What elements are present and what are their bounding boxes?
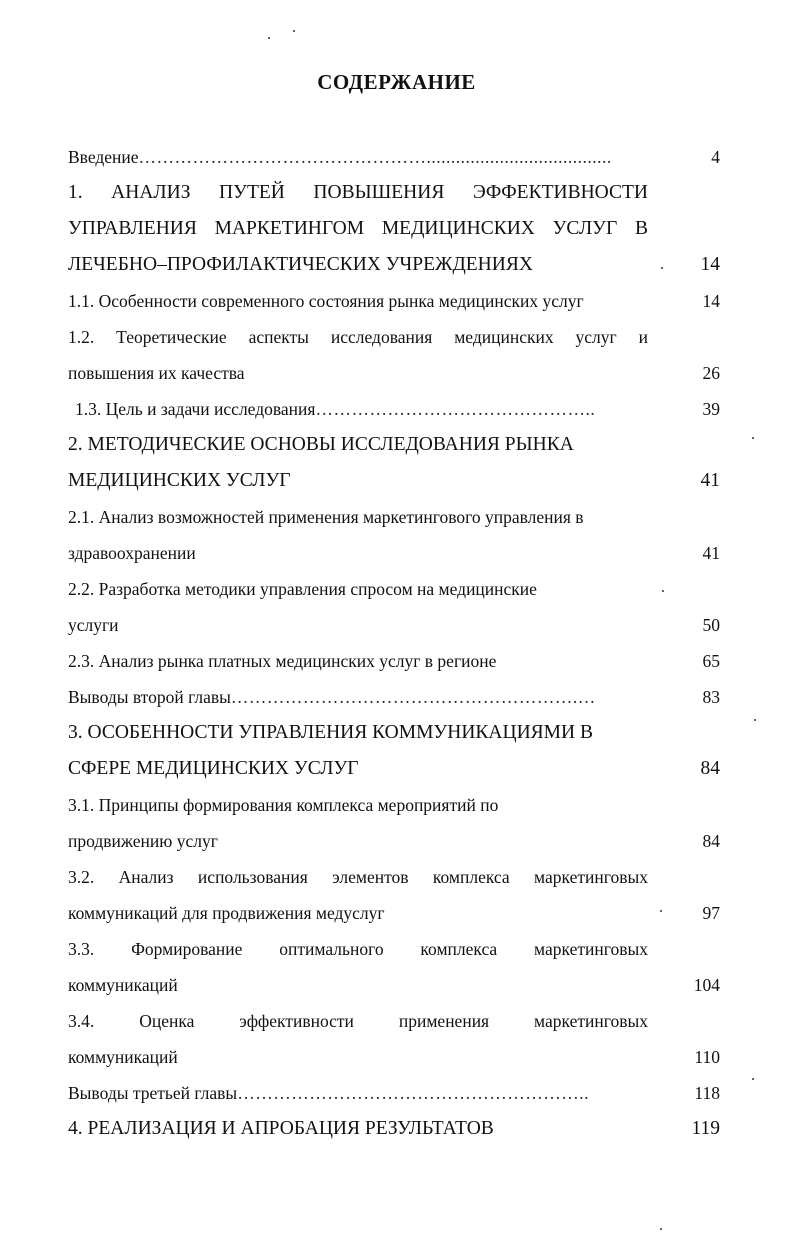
page-number: 84 <box>700 758 720 779</box>
toc-entry-2-3[interactable] <box>68 643 720 679</box>
page-number: 4 <box>711 147 720 167</box>
table-of-contents <box>68 139 720 1147</box>
page-number: 83 <box>702 687 720 707</box>
toc-entry-1-3[interactable] <box>68 391 720 427</box>
toc-entry-3-4[interactable] <box>68 1003 720 1075</box>
page-number: 26 <box>702 363 720 383</box>
page-number: 119 <box>691 1118 720 1139</box>
toc-entry-chapter-1[interactable] <box>68 175 720 283</box>
toc-entry-title: МЕДИЦИНСКИХ УСЛУГ <box>68 470 291 491</box>
page-number: 97 <box>702 903 720 923</box>
page-number: 41 <box>702 543 720 563</box>
toc-entry-3-3[interactable] <box>68 931 720 1003</box>
toc-entry-title: здравоохранении <box>68 543 196 563</box>
page-number: 50 <box>702 615 720 635</box>
toc-entry-title: 1.2. Теоретические аспекты исследования медицинских услуг и <box>68 327 648 347</box>
toc-entry-chapter-2[interactable] <box>68 427 720 499</box>
toc-entry-title: повышения их качества <box>68 363 245 383</box>
page-number: 39 <box>702 399 720 419</box>
scan-speck <box>293 30 295 32</box>
page-title: СОДЕРЖАНИЕ <box>317 70 476 94</box>
dot-leader: ………………………………………………….… <box>230 687 596 707</box>
toc-entry-chapter-4[interactable] <box>68 1111 720 1147</box>
toc-entry-title: СФЕРЕ МЕДИЦИНСКИХ УСЛУГ <box>68 758 359 779</box>
toc-entry-title: 3.3. Формирование оптимального комплекса маркетинговых <box>68 939 648 959</box>
toc-entry-title: 4. РЕАЛИЗАЦИЯ И АПРОБАЦИЯ РЕЗУЛЬТАТОВ <box>68 1118 494 1139</box>
page-number: 65 <box>702 651 720 671</box>
toc-entry-title: коммуникаций <box>68 1047 178 1067</box>
toc-entry-title: Введение <box>68 147 139 167</box>
page-number: 118 <box>694 1083 720 1103</box>
scan-speck <box>752 437 754 439</box>
toc-entry-1-1[interactable] <box>68 283 720 319</box>
page-number: 14 <box>702 291 720 311</box>
toc-entry-3-2[interactable] <box>68 859 720 931</box>
toc-entry-title: Выводы третьей главы <box>68 1083 238 1103</box>
toc-entry-title: 2.2. Разработка методики управления спросом на медицинские <box>68 579 537 599</box>
toc-entry-title: коммуникаций для продвижения медуслуг <box>68 903 385 923</box>
toc-entry-title: 1.1. Особенности современного состояния рынка медицинских услуг <box>68 291 584 311</box>
toc-entry-2-2[interactable] <box>68 571 720 643</box>
scan-speck <box>660 910 662 912</box>
page-number: 41 <box>700 470 720 491</box>
toc-entry-title: ЛЕЧЕБНО–ПРОФИЛАКТИЧЕСКИХ УЧРЕЖДЕНИЯХ <box>68 254 533 275</box>
toc-entry-title: Выводы второй главы <box>68 687 231 707</box>
toc-entry-title: 2. МЕТОДИЧЕСКИЕ ОСНОВЫ ИССЛЕДОВАНИЯ РЫНКА <box>68 434 574 455</box>
toc-entry-title: 3. ОСОБЕННОСТИ УПРАВЛЕНИЯ КОММУНИКАЦИЯМИ В <box>68 722 593 743</box>
toc-entry-title: 1. АНАЛИЗ ПУТЕЙ ПОВЫШЕНИЯ ЭФФЕКТИВНОСТИ <box>68 182 648 203</box>
toc-entry-title: коммуникаций <box>68 975 178 995</box>
scan-speck <box>754 719 756 721</box>
dot-leader: ……………………………………….. <box>315 399 596 419</box>
dot-leader: ………………………………………………….. <box>237 1083 589 1103</box>
scan-speck <box>268 37 270 39</box>
toc-entry-conclusions-3[interactable] <box>68 1075 720 1111</box>
toc-entry-title: 3.1. Принципы формирования комплекса мероприятий по <box>68 795 499 815</box>
toc-entry-title: услуги <box>68 615 119 635</box>
page-number: 14 <box>700 254 720 275</box>
toc-entry-title: продвижению услуг <box>68 831 218 851</box>
toc-entry-chapter-3[interactable] <box>68 715 720 787</box>
scan-speck <box>661 267 663 269</box>
scan-speck <box>752 1078 754 1080</box>
toc-entry-title: 1.3. Цель и задачи исследования <box>75 399 316 419</box>
page-number: 110 <box>694 1047 720 1067</box>
toc-entry-title: 2.3. Анализ рынка платных медицинских услуг в регионе <box>68 651 497 671</box>
dot-leader: …………………………………………...................................... <box>138 147 612 167</box>
toc-entry-title: 3.4. Оценка эффективности применения маркетинговых <box>68 1011 648 1031</box>
toc-entry-3-1[interactable] <box>68 787 720 859</box>
page-number: 104 <box>693 975 720 995</box>
toc-entry-conclusions-2[interactable] <box>68 679 720 715</box>
toc-entry-2-1[interactable] <box>68 499 720 571</box>
scan-speck <box>662 590 664 592</box>
toc-entry-title: 3.2. Анализ использования элементов комплекса маркетинговых <box>68 867 648 887</box>
page-number: 84 <box>702 831 720 851</box>
scan-speck <box>660 1228 662 1230</box>
toc-entry-title: УПРАВЛЕНИЯ МАРКЕТИНГОМ МЕДИЦИНСКИХ УСЛУГ В <box>68 218 648 239</box>
toc-entry-intro[interactable] <box>68 139 720 175</box>
toc-entry-1-2[interactable] <box>68 319 720 391</box>
toc-entry-title: 2.1. Анализ возможностей применения маркетингового управления в <box>68 507 584 527</box>
